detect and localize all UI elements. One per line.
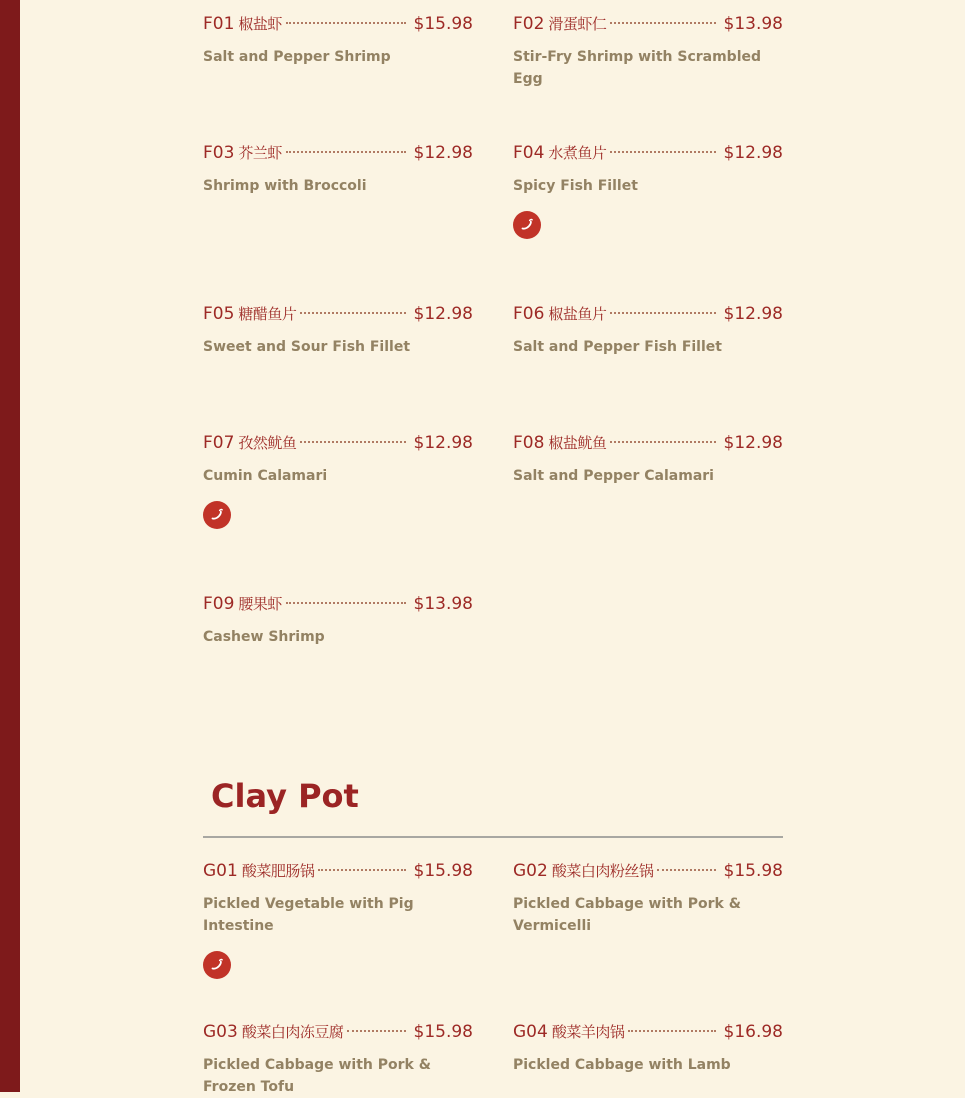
item-chinese-name: 酸菜白肉冻豆腐 [241, 1023, 344, 1041]
menu-item-f01[interactable] [203, 12, 473, 68]
item-price: $12.98 [723, 304, 783, 324]
menu-item-header [203, 141, 473, 165]
item-code: F05 [203, 304, 235, 324]
price-leader-dots [300, 441, 405, 443]
pepper-icon [513, 211, 541, 239]
menu-item-header [513, 302, 783, 326]
item-english-name: Shrimp with Broccoli [203, 178, 367, 194]
item-price: $15.98 [413, 14, 473, 34]
item-english-name: Pickled Cabbage with Lamb [513, 1057, 731, 1073]
item-chinese-name: 椒盐鱿鱼 [548, 434, 607, 452]
menu-item-header [513, 859, 783, 883]
item-code: F08 [513, 433, 545, 453]
left-rail [0, 0, 20, 1092]
item-english-name: Cashew Shrimp [203, 629, 325, 645]
menu-item-header [203, 1020, 473, 1044]
item-code: G02 [513, 861, 548, 881]
item-code: F09 [203, 594, 235, 614]
item-chinese-name: 椒盐鱼片 [548, 305, 607, 323]
item-chinese-name: 酸菜白肉粉丝锅 [551, 862, 654, 880]
item-price: $12.98 [723, 143, 783, 163]
menu-item-f07[interactable] [203, 431, 473, 529]
item-chinese-name: 滑蛋虾仁 [548, 15, 607, 33]
item-english-name: Pickled Cabbage with Pork & Frozen Tofu [203, 1057, 431, 1095]
item-price: $13.98 [413, 594, 473, 614]
item-chinese-name: 芥兰虾 [238, 144, 282, 162]
menu-item-f08[interactable] [513, 431, 783, 487]
section-title-clay-pot: Clay Pot [211, 777, 359, 815]
item-english-name: Salt and Pepper Shrimp [203, 49, 391, 65]
price-leader-dots [286, 151, 406, 153]
item-code: F02 [513, 14, 545, 34]
menu-item-f09[interactable] [203, 592, 473, 648]
item-code: G04 [513, 1022, 548, 1042]
menu-item-g04[interactable] [513, 1020, 783, 1076]
price-leader-dots [610, 312, 715, 314]
item-code: F01 [203, 14, 235, 34]
menu-item-header [513, 12, 783, 36]
item-chinese-name: 椒盐虾 [238, 15, 282, 33]
price-leader-dots [610, 22, 715, 24]
price-leader-dots [300, 312, 405, 314]
item-english-name: Pickled Cabbage with Pork & Vermicelli [513, 896, 741, 934]
price-leader-dots [657, 869, 715, 871]
item-english-name: Pickled Vegetable with Pig Intestine [203, 896, 414, 934]
item-english-name: Sweet and Sour Fish Fillet [203, 339, 411, 355]
item-price: $15.98 [723, 861, 783, 881]
menu-item-header [203, 12, 473, 36]
menu-item-header [203, 431, 473, 455]
price-leader-dots [628, 1030, 715, 1032]
menu-item-f03[interactable] [203, 141, 473, 197]
menu-item-header [513, 431, 783, 455]
item-english-name: Cumin Calamari [203, 468, 328, 484]
item-price: $13.98 [723, 14, 783, 34]
item-price: $15.98 [413, 1022, 473, 1042]
pepper-icon [203, 501, 231, 529]
menu-item-f06[interactable] [513, 302, 783, 358]
item-chinese-name: 酸菜肥肠锅 [241, 862, 315, 880]
item-chinese-name: 腰果虾 [238, 595, 282, 613]
price-leader-dots [610, 441, 715, 443]
menu-item-header [203, 592, 473, 616]
item-english-name: Stir-Fry Shrimp with Scrambled Egg [513, 49, 762, 87]
item-code: F03 [203, 143, 235, 163]
menu-item-f05[interactable] [203, 302, 473, 358]
item-price: $12.98 [723, 433, 783, 453]
item-price: $15.98 [413, 861, 473, 881]
section-divider [203, 836, 783, 838]
price-leader-dots [318, 869, 405, 871]
price-leader-dots [347, 1030, 405, 1032]
menu-item-f04[interactable] [513, 141, 783, 239]
item-code: G03 [203, 1022, 238, 1042]
item-price: $12.98 [413, 433, 473, 453]
item-price: $12.98 [413, 143, 473, 163]
menu-item-header [513, 1020, 783, 1044]
menu-item-g01[interactable] [203, 859, 473, 979]
item-code: F06 [513, 304, 545, 324]
item-code: F04 [513, 143, 545, 163]
price-leader-dots [610, 151, 715, 153]
menu-item-g02[interactable] [513, 859, 783, 937]
item-chinese-name: 酸菜羊肉锅 [551, 1023, 625, 1041]
item-price: $16.98 [723, 1022, 783, 1042]
menu-item-g03[interactable] [203, 1020, 473, 1098]
item-english-name: Salt and Pepper Fish Fillet [513, 339, 722, 355]
item-chinese-name: 水煮鱼片 [548, 144, 607, 162]
item-price: $12.98 [413, 304, 473, 324]
item-code: F07 [203, 433, 235, 453]
item-english-name: Salt and Pepper Calamari [513, 468, 714, 484]
item-chinese-name: 糖醋鱼片 [238, 305, 297, 323]
pepper-icon [203, 951, 231, 979]
menu-item-header [203, 859, 473, 883]
price-leader-dots [286, 602, 406, 604]
item-chinese-name: 孜然鱿鱼 [238, 434, 297, 452]
menu-item-header [203, 302, 473, 326]
item-code: G01 [203, 861, 238, 881]
item-english-name: Spicy Fish Fillet [513, 178, 638, 194]
menu-item-f02[interactable] [513, 12, 783, 90]
menu-item-header [513, 141, 783, 165]
price-leader-dots [286, 22, 406, 24]
